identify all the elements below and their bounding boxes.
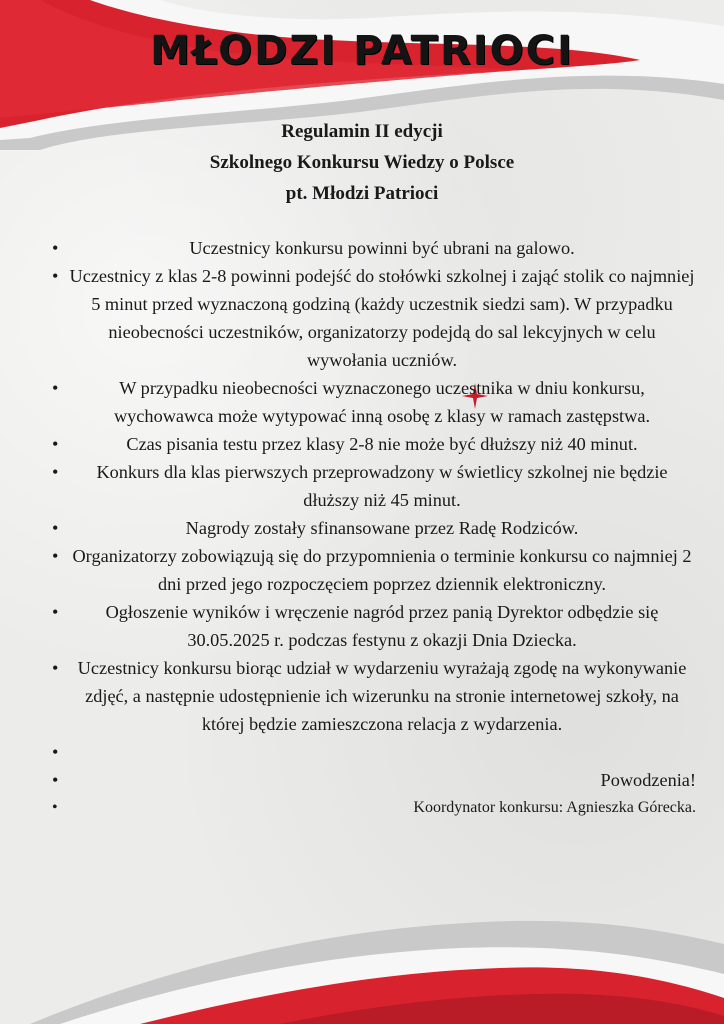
rule-item: • W przypadku nieobecności wyznaczonego uczestnika w dniu konkursu, wychowawca może wytypować inną osobę z klasy w ramach zastępstwa. bbox=[52, 374, 696, 430]
rule-item: • Nagrody zostały sfinansowane przez Radę Rodziców. bbox=[52, 514, 696, 542]
coordinator-signature: • Koordynator konkursu: Agnieszka Górecka. bbox=[52, 794, 696, 822]
rule-item: • Uczestnicy z klas 2-8 powinni podejść do stołówki szkolnej i zająć stolik co najmniej 5 minut przed wyznaczoną godziną (każdy uczestnik siedzi sam). W przypadku nieobecności uczestników, organizatorzy podejdą do sal lekcyjnych w celu wywołania uczniów. bbox=[52, 262, 696, 374]
closing-wish: • Powodzenia! bbox=[52, 766, 696, 794]
empty-list-item bbox=[52, 738, 696, 766]
bottom-flag-ribbon bbox=[0, 864, 724, 1024]
regulation-subtitle bbox=[0, 116, 724, 209]
rule-item: • Organizatorzy zobowiązują się do przypomnienia o terminie konkursu co najmniej 2 dni przed jego rozpoczęciem poprzez dziennik elektroniczny. bbox=[52, 542, 696, 598]
subtitle-line-3: pt. Młodzi Patrioci bbox=[285, 183, 439, 204]
rule-item: • Konkurs dla klas pierwszych przeprowadzony w świetlicy szkolnej nie będzie dłuższy niż 45 minut. bbox=[52, 458, 696, 514]
rule-item: • Ogłoszenie wyników i wręczenie nagród przez panią Dyrektor odbędzie się 30.05.2025 r. podczas festynu z okazji Dnia Dziecka. bbox=[52, 598, 696, 654]
rules-list bbox=[52, 234, 696, 822]
page-title: MŁODZI PATRIOCI bbox=[150, 28, 574, 74]
rule-item: • Czas pisania testu przez klasy 2-8 nie może być dłuższy niż 40 minut. bbox=[52, 430, 696, 458]
subtitle-line-2: Szkolnego Konkursu Wiedzy o Polsce bbox=[209, 152, 515, 173]
rule-item: • Uczestnicy konkursu biorąc udział w wydarzeniu wyrażają zgodę na wykonywanie zdjęć, a następnie udostępnienie ich wizerunku na stronie internetowej szkoły, na której będzie zamieszczona relacja z wydarzenia. bbox=[52, 654, 696, 738]
subtitle-line-1: Regulamin II edycji bbox=[281, 121, 443, 142]
rule-item: • Uczestnicy konkursu powinni być ubrani na galowo. bbox=[52, 234, 696, 262]
